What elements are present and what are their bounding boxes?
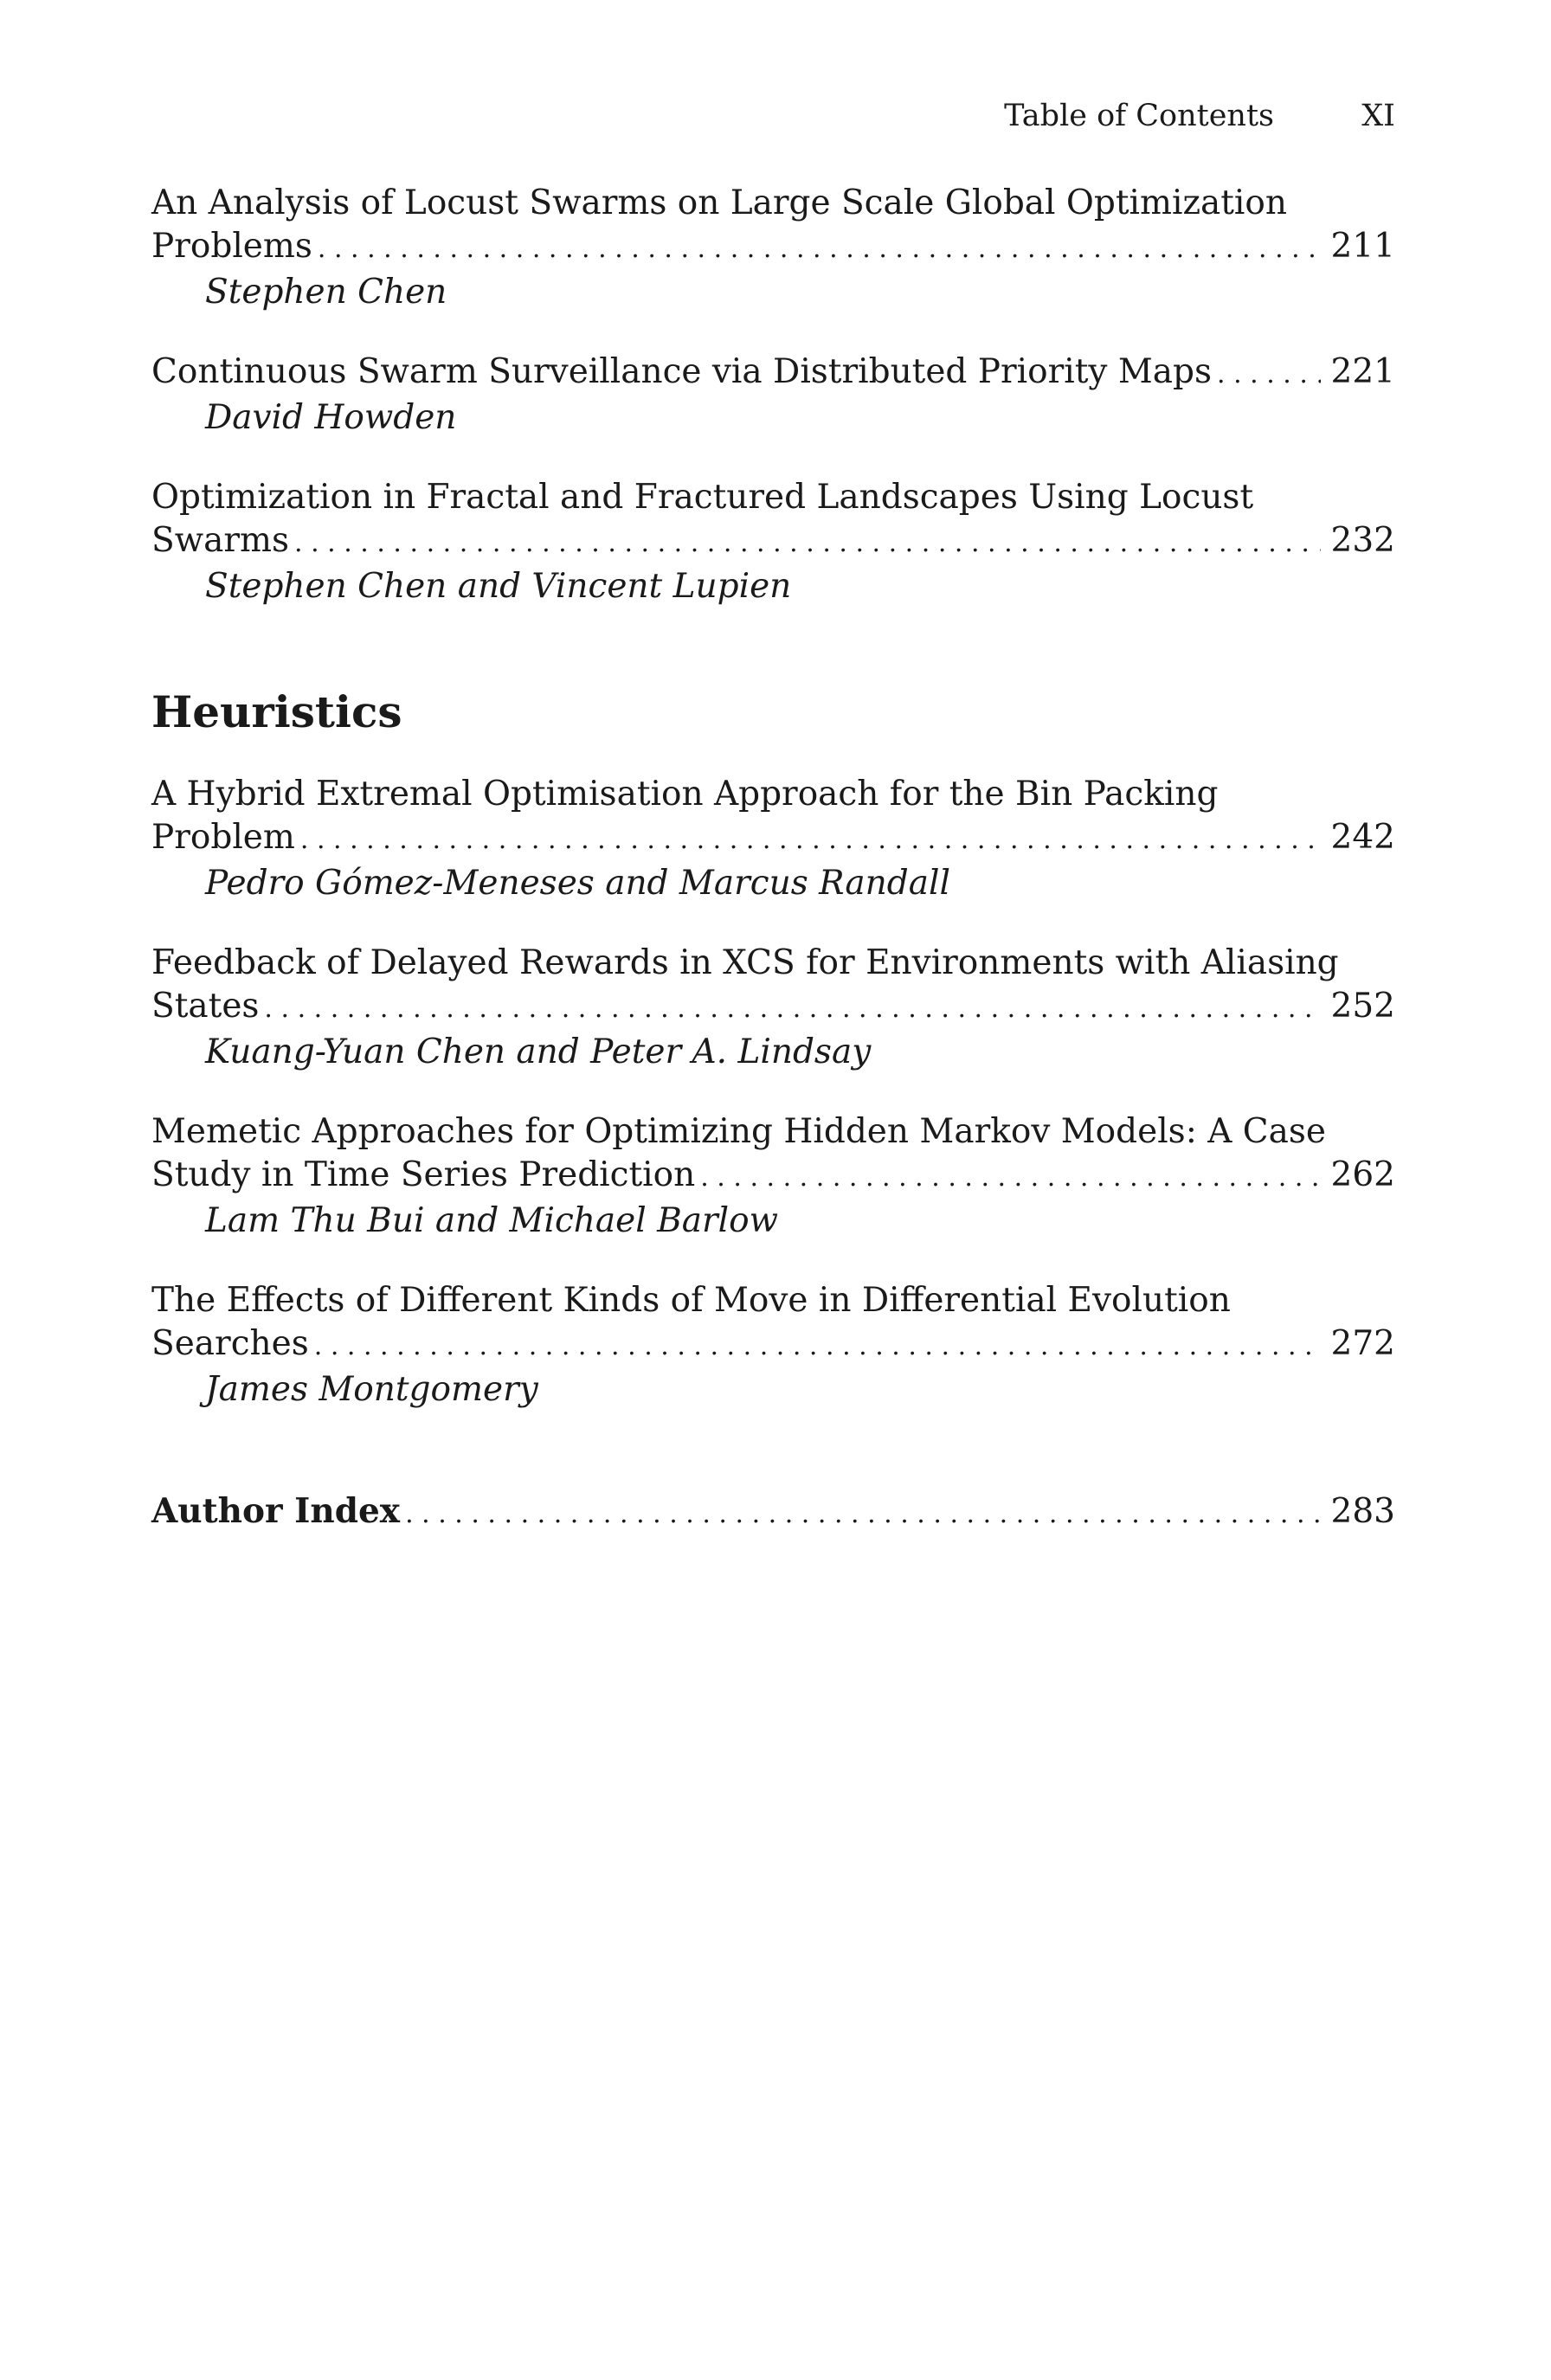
- toc-entry[interactable]: [151, 1279, 1395, 1412]
- entry-authors: Stephen Chen: [205, 273, 447, 312]
- dot-leader: [1217, 353, 1321, 396]
- entry-title-line1: Optimization in Fractal and Fractured Landscapes Using Locust: [151, 478, 1254, 517]
- entry-title-line: [151, 225, 1395, 271]
- entry-title-line: [151, 1322, 1395, 1368]
- running-head: [151, 97, 1395, 135]
- toc-entry[interactable]: [151, 476, 1395, 608]
- section-heading-heuristics: Heuristics: [151, 686, 402, 737]
- author-index-page: 283: [1330, 1492, 1395, 1531]
- dot-leader: [294, 522, 1321, 565]
- entry-authors: Stephen Chen and Vincent Lupien: [205, 567, 792, 606]
- author-index-entry[interactable]: [151, 1489, 1395, 1536]
- toc-entry[interactable]: [151, 351, 1395, 440]
- toc-entry[interactable]: [151, 1110, 1395, 1243]
- entry-page: 262: [1330, 1155, 1395, 1194]
- entry-title-line1: Feedback of Delayed Rewards in XCS for Environments with Aliasing: [151, 943, 1339, 982]
- entry-page: 272: [1330, 1324, 1395, 1363]
- entry-title-line: [151, 519, 1395, 565]
- dot-leader: [300, 819, 1321, 862]
- entry-title-line2: Continuous Swarm Surveillance via Distributed Priority Maps: [151, 352, 1213, 391]
- entry-authors: Kuang-Yuan Chen and Peter A. Lindsay: [205, 1032, 872, 1071]
- entry-page: 242: [1330, 818, 1395, 857]
- entry-title-line2: States: [151, 987, 260, 1026]
- entry-authors: Pedro Gómez-Meneses and Marcus Randall: [205, 864, 950, 903]
- page-number: XI: [1361, 99, 1395, 133]
- dot-leader: [700, 1156, 1321, 1200]
- toc-content: [151, 182, 1395, 1536]
- entry-title-line: [151, 816, 1395, 862]
- entry-authors: Lam Thu Bui and Michael Barlow: [205, 1201, 779, 1240]
- entry-title-line1: Memetic Approaches for Optimizing Hidden Markov Models: A Case: [151, 1112, 1326, 1151]
- entry-page: 232: [1330, 521, 1395, 560]
- entry-title-line2: Problem: [151, 818, 295, 857]
- entry-authors: David Howden: [205, 398, 457, 437]
- entry-title-line: [151, 351, 1395, 396]
- entry-title-line: [151, 1154, 1395, 1200]
- dot-leader: [264, 987, 1321, 1031]
- toc-entry[interactable]: [151, 182, 1395, 314]
- entry-title-line2: Problems: [151, 227, 312, 266]
- entry-authors: James Montgomery: [205, 1370, 538, 1409]
- entry-page: 221: [1330, 352, 1395, 391]
- dot-leader: [314, 1325, 1321, 1368]
- running-head-title: Table of Contents: [1004, 99, 1274, 133]
- dot-leader: [405, 1493, 1321, 1536]
- entry-title-line1: An Analysis of Locust Swarms on Large Scale Global Optimization: [151, 183, 1288, 222]
- author-index-label: Author Index: [151, 1491, 401, 1531]
- entry-page: 211: [1330, 227, 1395, 266]
- entry-title-line2: Swarms: [151, 521, 289, 560]
- entry-title-line: [151, 985, 1395, 1031]
- toc-entry[interactable]: [151, 773, 1395, 905]
- toc-entry[interactable]: [151, 942, 1395, 1074]
- entry-title-line1: A Hybrid Extremal Optimisation Approach for the Bin Packing: [151, 775, 1219, 814]
- entry-title-line2: Searches: [151, 1324, 309, 1363]
- entry-title-line2: Study in Time Series Prediction: [151, 1155, 696, 1194]
- entry-page: 252: [1330, 987, 1395, 1026]
- dot-leader: [318, 228, 1321, 271]
- entry-title-line1: The Effects of Different Kinds of Move in Differential Evolution: [151, 1281, 1231, 1320]
